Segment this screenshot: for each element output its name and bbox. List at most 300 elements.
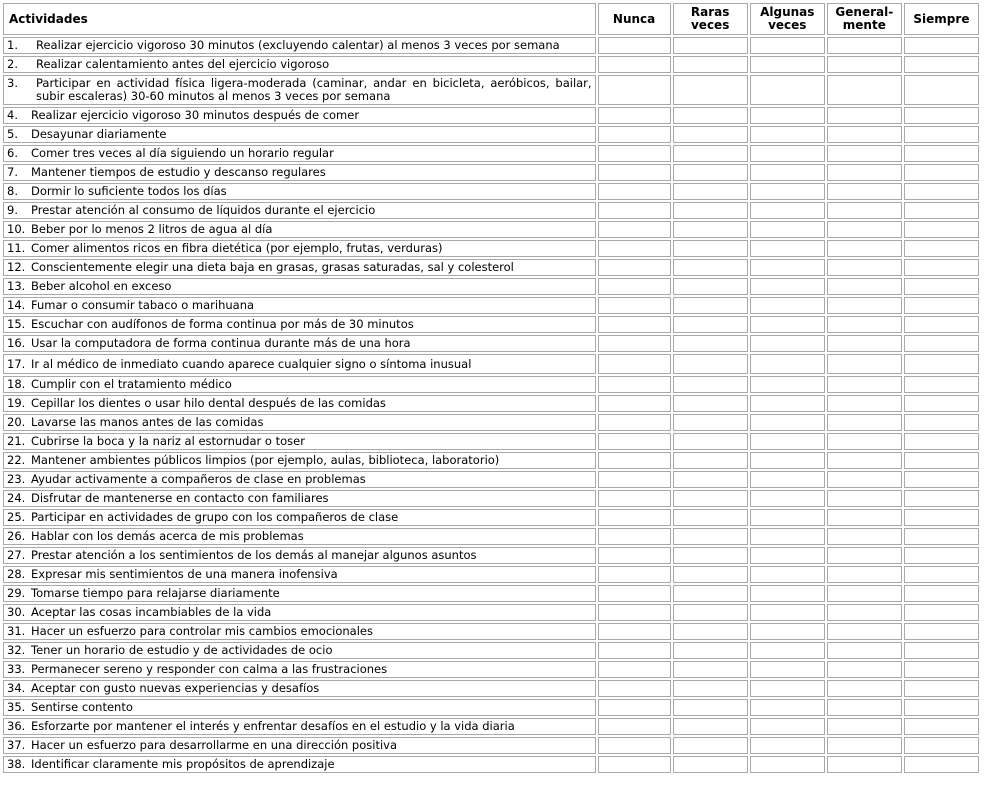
answer-cell-algunas-veces[interactable] [750, 56, 825, 73]
header-algunas-veces: Algunas veces [750, 3, 825, 35]
header-generalmente: General- mente [827, 3, 902, 35]
activity-text: Disfrutar de mantenerse en contacto con familiares [31, 491, 329, 505]
activity-text: Beber alcohol en exceso [31, 279, 172, 293]
activity-number: 38. [7, 757, 26, 771]
answer-cell-siempre[interactable] [904, 661, 979, 678]
activity-number: 8. [7, 184, 18, 198]
table-row [3, 75, 979, 105]
answer-cell-raras-veces[interactable] [673, 585, 748, 602]
answer-cell-nunca[interactable] [598, 604, 671, 621]
answer-cell-generalmente[interactable] [827, 756, 902, 773]
answer-cell-generalmente[interactable] [827, 278, 902, 295]
activity-number: 23. [7, 472, 26, 486]
activity-number: 29. [7, 586, 26, 600]
table-row [3, 240, 979, 257]
answer-cell-raras-veces[interactable] [673, 183, 748, 200]
answer-cell-algunas-veces[interactable] [750, 221, 825, 238]
answer-cell-raras-veces[interactable] [673, 661, 748, 678]
answer-cell-generalmente[interactable] [827, 107, 902, 124]
answer-cell-generalmente[interactable] [827, 718, 902, 735]
answer-cell-generalmente[interactable] [827, 56, 902, 73]
answer-cell-nunca[interactable] [598, 718, 671, 735]
answer-cell-siempre[interactable] [904, 547, 979, 564]
answer-cell-nunca[interactable] [598, 316, 671, 333]
answer-cell-siempre[interactable] [904, 145, 979, 162]
activity-text: Ayudar activamente a compañeros de clase en problemas [31, 472, 366, 486]
table-row [3, 471, 979, 488]
answer-cell-generalmente[interactable] [827, 37, 902, 54]
answer-cell-siempre[interactable] [904, 490, 979, 507]
answer-cell-algunas-veces[interactable] [750, 680, 825, 697]
table-row [3, 604, 979, 621]
answer-cell-nunca[interactable] [598, 354, 671, 374]
table-row [3, 164, 979, 181]
activity-cell [3, 490, 596, 507]
answer-cell-siempre[interactable] [904, 354, 979, 374]
answer-cell-raras-veces[interactable] [673, 221, 748, 238]
answer-cell-nunca[interactable] [598, 528, 671, 545]
table-row [3, 433, 979, 450]
answer-cell-raras-veces[interactable] [673, 240, 748, 257]
answer-cell-algunas-veces[interactable] [750, 604, 825, 621]
answer-cell-algunas-veces[interactable] [750, 661, 825, 678]
answer-cell-generalmente[interactable] [827, 547, 902, 564]
answer-cell-siempre[interactable] [904, 604, 979, 621]
activity-cell [3, 585, 596, 602]
answer-cell-algunas-veces[interactable] [750, 699, 825, 716]
answer-cell-raras-veces[interactable] [673, 699, 748, 716]
answer-cell-nunca[interactable] [598, 376, 671, 393]
answer-cell-siempre[interactable] [904, 509, 979, 526]
answer-cell-generalmente[interactable] [827, 433, 902, 450]
activity-cell [3, 661, 596, 678]
answer-cell-generalmente[interactable] [827, 680, 902, 697]
answer-cell-siempre[interactable] [904, 75, 979, 105]
answer-cell-generalmente[interactable] [827, 699, 902, 716]
answer-cell-nunca[interactable] [598, 259, 671, 276]
answer-cell-algunas-veces[interactable] [750, 37, 825, 54]
answer-cell-raras-veces[interactable] [673, 471, 748, 488]
survey-table [1, 1, 981, 775]
activity-text: Tomarse tiempo para relajarse diariamente [31, 586, 280, 600]
answer-cell-raras-veces[interactable] [673, 718, 748, 735]
answer-cell-nunca[interactable] [598, 699, 671, 716]
answer-cell-nunca[interactable] [598, 56, 671, 73]
answer-cell-generalmente[interactable] [827, 259, 902, 276]
answer-cell-algunas-veces[interactable] [750, 126, 825, 143]
activity-cell [3, 202, 596, 219]
activity-cell [3, 376, 596, 393]
answer-cell-raras-veces[interactable] [673, 202, 748, 219]
activity-text: Comer tres veces al día siguiendo un horario regular [31, 146, 334, 160]
answer-cell-algunas-veces[interactable] [750, 240, 825, 257]
activity-text: Realizar ejercicio vigoroso 30 minutos después de comer [31, 108, 360, 122]
activity-text: Participar en actividades de grupo con los compañeros de clase [31, 510, 399, 524]
answer-cell-siempre[interactable] [904, 737, 979, 754]
answer-cell-siempre[interactable] [904, 183, 979, 200]
answer-cell-algunas-veces[interactable] [750, 490, 825, 507]
answer-cell-siempre[interactable] [904, 297, 979, 314]
table-row [3, 297, 979, 314]
table-row [3, 528, 979, 545]
activity-text: Beber por lo menos 2 litros de agua al día [31, 222, 273, 236]
activity-cell [3, 221, 596, 238]
answer-cell-algunas-veces[interactable] [750, 145, 825, 162]
activity-text: Comer alimentos ricos en fibra dietética (por ejemplo, frutas, verduras) [31, 241, 443, 255]
activity-text: Realizar ejercicio vigoroso 30 minutos (excluyendo calentar) al menos 3 veces por semana [36, 38, 560, 52]
activity-cell [3, 164, 596, 181]
answer-cell-siempre[interactable] [904, 699, 979, 716]
answer-cell-algunas-veces[interactable] [750, 202, 825, 219]
answer-cell-generalmente[interactable] [827, 335, 902, 352]
activity-number: 18. [7, 377, 26, 391]
answer-cell-algunas-veces[interactable] [750, 297, 825, 314]
answer-cell-generalmente[interactable] [827, 414, 902, 431]
answer-cell-algunas-veces[interactable] [750, 718, 825, 735]
answer-cell-algunas-veces[interactable] [750, 756, 825, 773]
activity-number: 37. [7, 738, 26, 752]
answer-cell-generalmente[interactable] [827, 75, 902, 105]
activity-number: 10. [7, 222, 26, 236]
answer-cell-siempre[interactable] [904, 566, 979, 583]
table-row [3, 585, 979, 602]
answer-cell-nunca[interactable] [598, 145, 671, 162]
answer-cell-algunas-veces[interactable] [750, 528, 825, 545]
table-row [3, 395, 979, 412]
answer-cell-algunas-veces[interactable] [750, 107, 825, 124]
answer-cell-nunca[interactable] [598, 278, 671, 295]
answer-cell-algunas-veces[interactable] [750, 642, 825, 659]
answer-cell-nunca[interactable] [598, 642, 671, 659]
answer-cell-siempre[interactable] [904, 623, 979, 640]
activity-number: 19. [7, 396, 26, 410]
answer-cell-siempre[interactable] [904, 259, 979, 276]
answer-cell-siempre[interactable] [904, 202, 979, 219]
activity-text: Fumar o consumir tabaco o marihuana [31, 298, 255, 312]
answer-cell-nunca[interactable] [598, 395, 671, 412]
answer-cell-algunas-veces[interactable] [750, 335, 825, 352]
answer-cell-nunca[interactable] [598, 414, 671, 431]
answer-cell-algunas-veces[interactable] [750, 433, 825, 450]
activity-number: 17. [7, 356, 26, 371]
activity-cell [3, 737, 596, 754]
answer-cell-generalmente[interactable] [827, 395, 902, 412]
answer-cell-generalmente[interactable] [827, 509, 902, 526]
answer-cell-nunca[interactable] [598, 737, 671, 754]
answer-cell-raras-veces[interactable] [673, 107, 748, 124]
activity-text: Hacer un esfuerzo para controlar mis cambios emocionales [31, 624, 373, 638]
answer-cell-nunca[interactable] [598, 75, 671, 105]
answer-cell-generalmente[interactable] [827, 661, 902, 678]
answer-cell-raras-veces[interactable] [673, 680, 748, 697]
answer-cell-raras-veces[interactable] [673, 623, 748, 640]
answer-cell-generalmente[interactable] [827, 585, 902, 602]
answer-cell-generalmente[interactable] [827, 240, 902, 257]
answer-cell-algunas-veces[interactable] [750, 75, 825, 105]
activity-text: Tener un horario de estudio y de actividades de ocio [31, 643, 333, 657]
answer-cell-raras-veces[interactable] [673, 316, 748, 333]
activity-cell [3, 126, 596, 143]
answer-cell-nunca[interactable] [598, 756, 671, 773]
answer-cell-nunca[interactable] [598, 183, 671, 200]
answer-cell-algunas-veces[interactable] [750, 623, 825, 640]
answer-cell-nunca[interactable] [598, 471, 671, 488]
activity-text: Lavarse las manos antes de las comidas [31, 415, 264, 429]
activity-number: 21. [7, 434, 26, 448]
answer-cell-generalmente[interactable] [827, 164, 902, 181]
activity-text: Aceptar con gusto nuevas experiencias y desafíos [31, 681, 320, 695]
answer-cell-nunca[interactable] [598, 164, 671, 181]
answer-cell-nunca[interactable] [598, 335, 671, 352]
answer-cell-siempre[interactable] [904, 414, 979, 431]
answer-cell-algunas-veces[interactable] [750, 737, 825, 754]
table-row [3, 221, 979, 238]
answer-cell-raras-veces[interactable] [673, 126, 748, 143]
answer-cell-nunca[interactable] [598, 680, 671, 697]
activity-text: Conscientemente elegir una dieta baja en grasas, grasas saturadas, sal y colesterol [31, 260, 514, 274]
answer-cell-algunas-veces[interactable] [750, 452, 825, 469]
answer-cell-algunas-veces[interactable] [750, 566, 825, 583]
activity-cell [3, 433, 596, 450]
activity-text: Dormir lo suficiente todos los días [31, 184, 227, 198]
activity-number: 22. [7, 453, 26, 467]
activity-cell [3, 145, 596, 162]
answer-cell-nunca[interactable] [598, 297, 671, 314]
activity-cell [3, 604, 596, 621]
answer-cell-raras-veces[interactable] [673, 547, 748, 564]
activity-cell [3, 354, 596, 374]
answer-cell-siempre[interactable] [904, 452, 979, 469]
answer-cell-siempre[interactable] [904, 278, 979, 295]
table-row [3, 183, 979, 200]
activity-number: 31. [7, 624, 26, 638]
activity-cell [3, 56, 596, 73]
table-row [3, 278, 979, 295]
answer-cell-siempre[interactable] [904, 240, 979, 257]
answer-cell-raras-veces[interactable] [673, 737, 748, 754]
answer-cell-generalmente[interactable] [827, 490, 902, 507]
activity-cell [3, 240, 596, 257]
answer-cell-siempre[interactable] [904, 642, 979, 659]
answer-cell-generalmente[interactable] [827, 623, 902, 640]
activity-cell [3, 278, 596, 295]
answer-cell-raras-veces[interactable] [673, 145, 748, 162]
table-row [3, 414, 979, 431]
answer-cell-raras-veces[interactable] [673, 604, 748, 621]
answer-cell-algunas-veces[interactable] [750, 183, 825, 200]
answer-cell-raras-veces[interactable] [673, 376, 748, 393]
table-row [3, 661, 979, 678]
activity-text: Prestar atención al consumo de líquidos durante el ejercicio [31, 203, 376, 217]
answer-cell-raras-veces[interactable] [673, 56, 748, 73]
activity-number: 13. [7, 279, 26, 293]
answer-cell-raras-veces[interactable] [673, 259, 748, 276]
activity-cell [3, 183, 596, 200]
answer-cell-raras-veces[interactable] [673, 433, 748, 450]
answer-cell-generalmente[interactable] [827, 126, 902, 143]
answer-cell-generalmente[interactable] [827, 221, 902, 238]
activity-number: 30. [7, 605, 26, 619]
activity-text: Cubrirse la boca y la nariz al estornudar o toser [31, 434, 305, 448]
answer-cell-siempre[interactable] [904, 316, 979, 333]
answer-cell-algunas-veces[interactable] [750, 376, 825, 393]
answer-cell-raras-veces[interactable] [673, 528, 748, 545]
answer-cell-raras-veces[interactable] [673, 395, 748, 412]
table-row [3, 490, 979, 507]
answer-cell-siempre[interactable] [904, 718, 979, 735]
answer-cell-generalmente[interactable] [827, 145, 902, 162]
answer-cell-generalmente[interactable] [827, 316, 902, 333]
answer-cell-generalmente[interactable] [827, 183, 902, 200]
answer-cell-nunca[interactable] [598, 240, 671, 257]
table-row [3, 259, 979, 276]
activity-text: Usar la computadora de forma continua durante más de una hora [31, 336, 411, 350]
answer-cell-siempre[interactable] [904, 680, 979, 697]
activity-text: Ir al médico de inmediato cuando aparece cualquier signo o síntoma inusual [31, 356, 472, 371]
answer-cell-raras-veces[interactable] [673, 75, 748, 105]
answer-cell-raras-veces[interactable] [673, 335, 748, 352]
answer-cell-siempre[interactable] [904, 756, 979, 773]
activity-text: Expresar mis sentimientos de una manera inofensiva [31, 567, 338, 581]
table-row [3, 452, 979, 469]
answer-cell-nunca[interactable] [598, 107, 671, 124]
table-row [3, 202, 979, 219]
answer-cell-raras-veces[interactable] [673, 452, 748, 469]
activity-number: 11. [7, 241, 26, 255]
answer-cell-algunas-veces[interactable] [750, 278, 825, 295]
answer-cell-raras-veces[interactable] [673, 297, 748, 314]
answer-cell-siempre[interactable] [904, 395, 979, 412]
table-row [3, 354, 979, 374]
activity-number: 20. [7, 415, 26, 429]
header-nunca: Nunca [598, 3, 671, 35]
activity-number: 7. [7, 165, 18, 179]
activity-text: Cumplir con el tratamiento médico [31, 377, 232, 391]
answer-cell-algunas-veces[interactable] [750, 316, 825, 333]
activity-number: 26. [7, 529, 26, 543]
answer-cell-algunas-veces[interactable] [750, 414, 825, 431]
activity-cell [3, 547, 596, 564]
answer-cell-raras-veces[interactable] [673, 37, 748, 54]
activity-number: 3. [7, 76, 18, 90]
answer-cell-nunca[interactable] [598, 566, 671, 583]
answer-cell-raras-veces[interactable] [673, 642, 748, 659]
answer-cell-algunas-veces[interactable] [750, 509, 825, 526]
activity-text: Mantener ambientes públicos limpios (por ejemplo, aulas, biblioteca, laboratorio) [31, 453, 500, 467]
table-row [3, 126, 979, 143]
answer-cell-nunca[interactable] [598, 202, 671, 219]
answer-cell-generalmente[interactable] [827, 642, 902, 659]
activity-text: Realizar calentamiento antes del ejercicio vigoroso [36, 57, 330, 71]
activity-text: Identificar claramente mis propósitos de aprendizaje [31, 757, 335, 771]
answer-cell-nunca[interactable] [598, 490, 671, 507]
answer-cell-generalmente[interactable] [827, 737, 902, 754]
activity-number: 36. [7, 719, 26, 733]
answer-cell-siempre[interactable] [904, 164, 979, 181]
answer-cell-generalmente[interactable] [827, 376, 902, 393]
answer-cell-nunca[interactable] [598, 661, 671, 678]
answer-cell-raras-veces[interactable] [673, 354, 748, 374]
activity-number: 5. [7, 127, 18, 141]
answer-cell-raras-veces[interactable] [673, 278, 748, 295]
activity-cell [3, 756, 596, 773]
table-row [3, 547, 979, 564]
answer-cell-raras-veces[interactable] [673, 756, 748, 773]
answer-cell-raras-veces[interactable] [673, 414, 748, 431]
answer-cell-siempre[interactable] [904, 471, 979, 488]
table-row [3, 335, 979, 352]
activity-cell [3, 335, 596, 352]
answer-cell-generalmente[interactable] [827, 471, 902, 488]
answer-cell-nunca[interactable] [598, 452, 671, 469]
activity-text: Desayunar diariamente [31, 127, 167, 141]
answer-cell-nunca[interactable] [598, 221, 671, 238]
answer-cell-siempre[interactable] [904, 37, 979, 54]
answer-cell-siempre[interactable] [904, 335, 979, 352]
answer-cell-siempre[interactable] [904, 528, 979, 545]
answer-cell-nunca[interactable] [598, 585, 671, 602]
activity-cell [3, 623, 596, 640]
activity-cell [3, 316, 596, 333]
answer-cell-siempre[interactable] [904, 107, 979, 124]
activity-text: Hablar con los demás acerca de mis problemas [31, 529, 304, 543]
table-row [3, 376, 979, 393]
answer-cell-generalmente[interactable] [827, 202, 902, 219]
answer-cell-siempre[interactable] [904, 221, 979, 238]
answer-cell-nunca[interactable] [598, 37, 671, 54]
answer-cell-algunas-veces[interactable] [750, 471, 825, 488]
header-siempre: Siempre [904, 3, 979, 35]
activity-cell [3, 75, 596, 105]
answer-cell-nunca[interactable] [598, 547, 671, 564]
answer-cell-generalmente[interactable] [827, 297, 902, 314]
answer-cell-siempre[interactable] [904, 433, 979, 450]
answer-cell-generalmente[interactable] [827, 604, 902, 621]
answer-cell-siempre[interactable] [904, 585, 979, 602]
answer-cell-nunca[interactable] [598, 126, 671, 143]
answer-cell-generalmente[interactable] [827, 354, 902, 374]
answer-cell-nunca[interactable] [598, 509, 671, 526]
answer-cell-nunca[interactable] [598, 433, 671, 450]
table-row [3, 107, 979, 124]
answer-cell-algunas-veces[interactable] [750, 585, 825, 602]
activity-text: Sentirse contento [31, 700, 133, 714]
answer-cell-siempre[interactable] [904, 126, 979, 143]
answer-cell-generalmente[interactable] [827, 452, 902, 469]
header-actividades: Actividades [3, 3, 596, 35]
activity-cell [3, 37, 596, 54]
table-row [3, 737, 979, 754]
answer-cell-raras-veces[interactable] [673, 490, 748, 507]
answer-cell-generalmente[interactable] [827, 566, 902, 583]
answer-cell-algunas-veces[interactable] [750, 547, 825, 564]
answer-cell-raras-veces[interactable] [673, 566, 748, 583]
table-row [3, 623, 979, 640]
answer-cell-siempre[interactable] [904, 376, 979, 393]
answer-cell-algunas-veces[interactable] [750, 259, 825, 276]
answer-cell-siempre[interactable] [904, 56, 979, 73]
answer-cell-raras-veces[interactable] [673, 509, 748, 526]
activity-number: 24. [7, 491, 26, 505]
answer-cell-generalmente[interactable] [827, 528, 902, 545]
answer-cell-algunas-veces[interactable] [750, 164, 825, 181]
activity-number: 1. [7, 38, 18, 52]
answer-cell-algunas-veces[interactable] [750, 395, 825, 412]
answer-cell-raras-veces[interactable] [673, 164, 748, 181]
table-row [3, 145, 979, 162]
answer-cell-nunca[interactable] [598, 623, 671, 640]
answer-cell-algunas-veces[interactable] [750, 354, 825, 374]
